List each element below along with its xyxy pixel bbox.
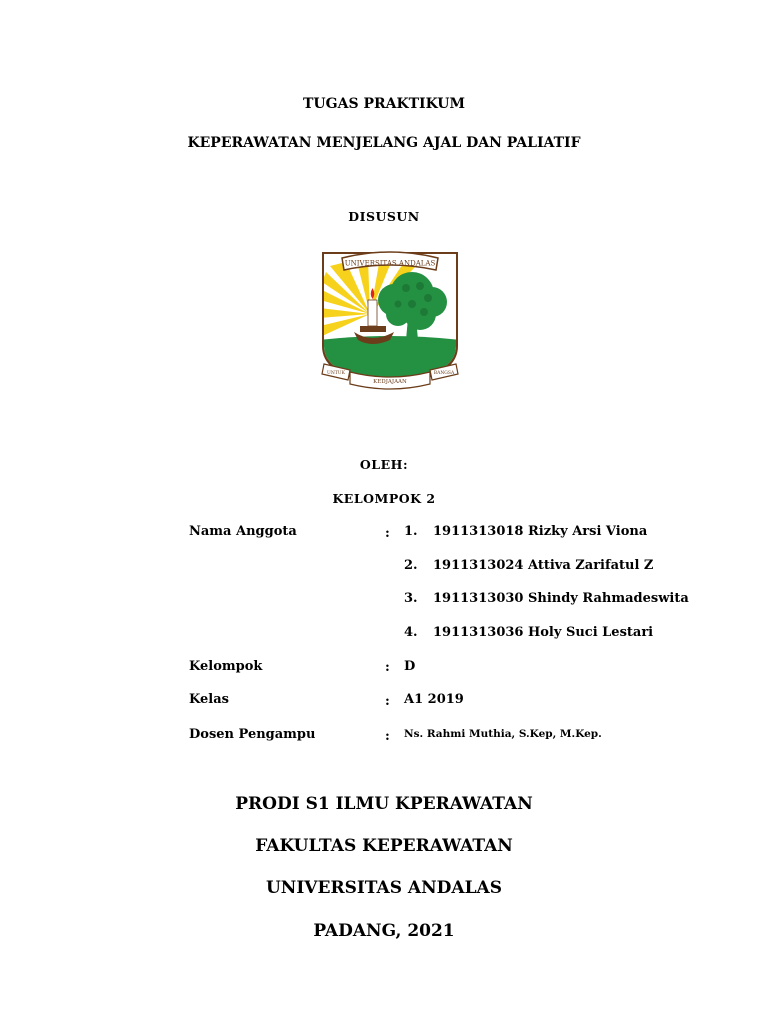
member-item: 1911313018 Rizky Arsi Viona [433,524,648,539]
members-colon: : [385,526,390,541]
kelompok-title: KELOMPOK 2 [332,491,436,506]
member-number: 2. [404,558,418,573]
member-number: 4. [404,625,418,640]
title: TUGAS PRAKTIKUM [303,96,465,112]
kelas-value: A1 2019 [404,692,464,707]
ribbon-center-text: KEDJAJAAN [373,379,407,385]
kelompok-colon: : [385,660,390,675]
kelas-colon: : [385,694,390,709]
member-item: 1911313036 Holy Suci Lestari [433,625,654,640]
dosen-value: Ns. Rahmi Muthia, S.Kep, M.Kep. [404,728,602,740]
member-number: 1. [404,524,418,539]
members-label: Nama Anggota [189,524,297,539]
kota-tahun-heading: PADANG, 2021 [313,921,455,941]
ribbon-left-text: UNTUK [327,371,345,376]
member-item: 1911313024 Attiva Zarifatul Z [433,558,654,573]
disusun-label: DISUSUN [348,209,420,224]
fakultas-heading: FAKULTAS KEPERAWATAN [255,836,513,856]
member-item: 1911313030 Shindy Rahmadeswita [433,591,689,606]
university-logo [320,248,460,400]
prodi-heading: PRODI S1 ILMU KPERAWATAN [235,794,533,814]
kelompok-value: D [404,659,416,674]
dosen-colon: : [385,729,390,744]
dosen-label: Dosen Pengampu [189,727,316,742]
oleh-label: OLEH: [359,457,409,472]
subtitle: KEPERAWATAN MENJELANG AJAL DAN PALIATIF [187,135,581,151]
logo-banner-text: UNIVERSITAS ANDALAS [344,259,436,268]
kelompok-label: Kelompok [189,659,263,674]
member-number: 3. [404,591,418,606]
universitas-heading: UNIVERSITAS ANDALAS [265,878,502,898]
kelas-label: Kelas [189,692,229,707]
ribbon-right-text: BANGSA [433,371,455,376]
